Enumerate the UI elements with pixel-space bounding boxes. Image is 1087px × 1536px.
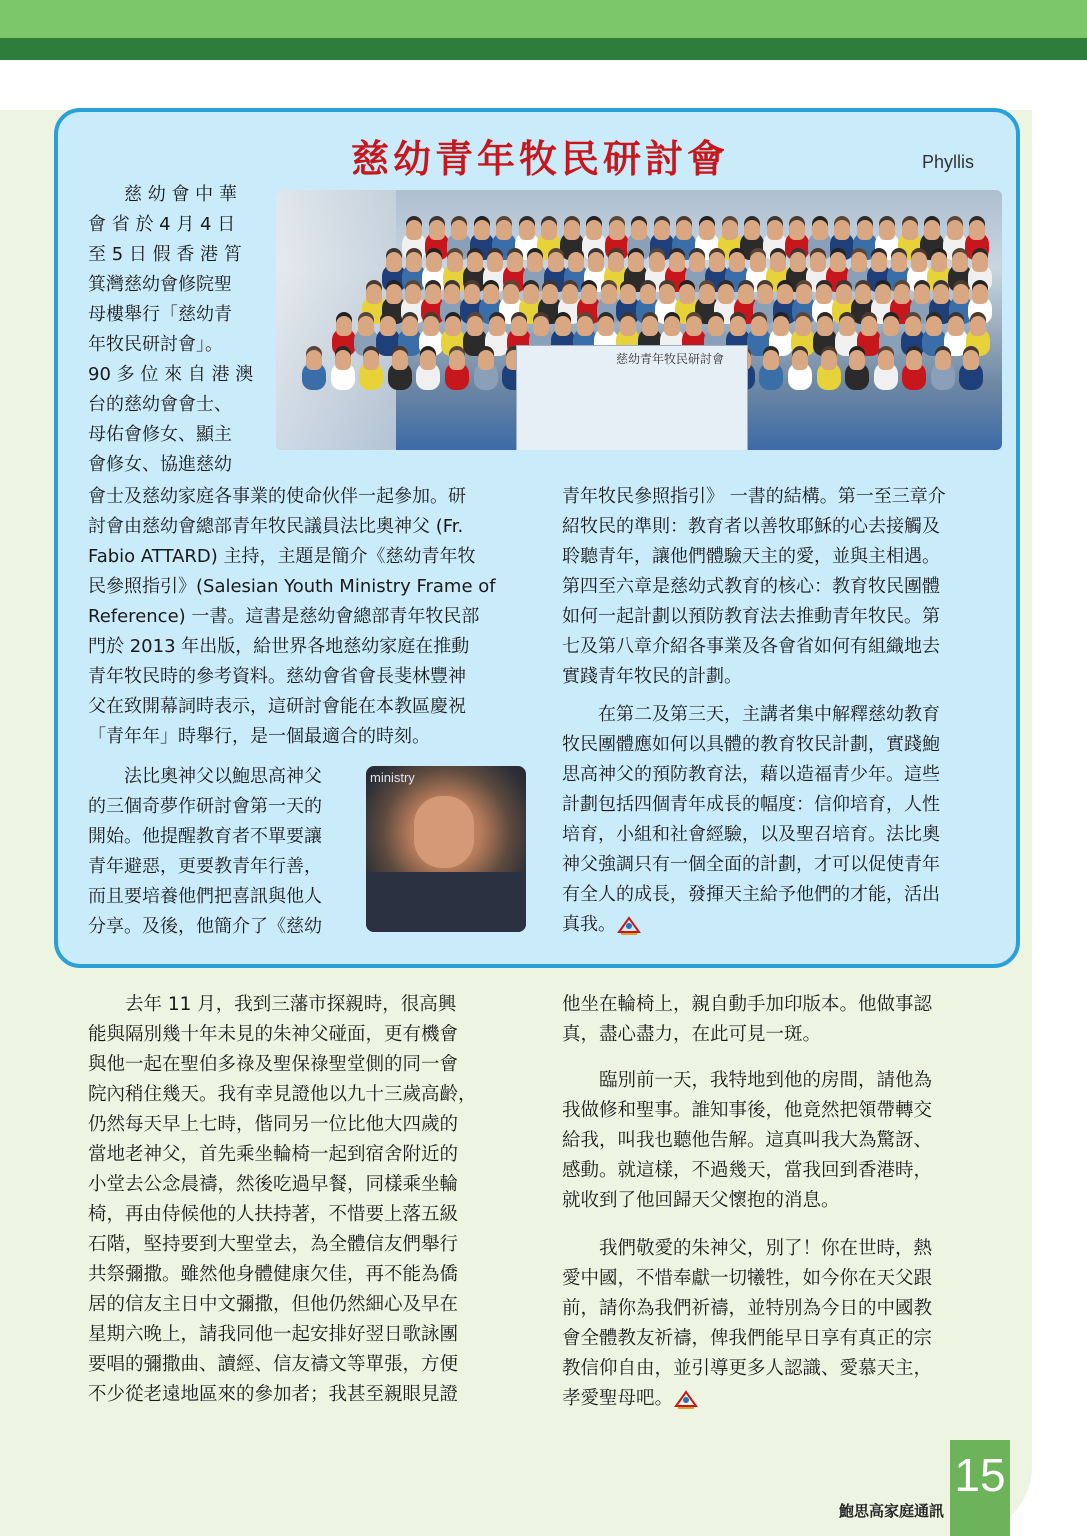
photo-person: [523, 284, 539, 304]
photo-person: [953, 284, 969, 304]
photo-person: [952, 252, 968, 272]
photo-person: [777, 284, 793, 304]
photo-person: [503, 284, 519, 304]
photo-person: [773, 316, 789, 336]
photo-person: [969, 220, 985, 240]
text-line: 仍然每天早上七時，偕同另一位比他大四歲的: [88, 1114, 459, 1135]
photo-person: [588, 252, 604, 272]
photo-person: [564, 220, 580, 240]
photo-person: [699, 220, 715, 240]
photo-person: [812, 220, 828, 240]
photo-person: [478, 350, 494, 370]
intro-paragraph: [88, 180, 264, 480]
photo-person: [790, 252, 806, 272]
text-line: 有全人的成長，發揮天主給予他們的才能，活出: [562, 884, 940, 905]
article-title: 慈幼青年牧民研討會: [350, 136, 729, 181]
photo-person: [836, 284, 852, 304]
photo-person: [894, 284, 910, 304]
photo-person: [875, 284, 891, 304]
photo-person: [406, 252, 422, 272]
text-line: 青年牧民參照指引》 一書的結構。第一至三章介: [562, 486, 946, 507]
photo-person: [620, 284, 636, 304]
photo-person: [757, 284, 773, 304]
photo-person: [406, 220, 422, 240]
photo-person: [935, 350, 951, 370]
photo-person: [911, 252, 927, 272]
photo-person: [926, 316, 942, 336]
photo-person: [577, 316, 593, 336]
photo-ministry-label: ministry: [370, 770, 415, 785]
photo-person: [405, 284, 421, 304]
text-line: 會 省 於 4 月 4 日: [88, 214, 236, 235]
article2-right-paragraph-3: [562, 1234, 1000, 1414]
photo-person: [816, 284, 832, 304]
text-line: 90 多 位 來 自 港 澳: [88, 364, 254, 385]
photo-person: [306, 350, 322, 370]
text-line: Fabio ATTARD) 主持，主題是簡介《慈幼青年牧: [88, 546, 476, 567]
photo-person: [689, 252, 705, 272]
photo-person: [533, 316, 549, 336]
photo-person: [642, 316, 658, 336]
text-line: 小堂去公念晨禱，然後吃過早餐，同樣乘坐輪: [88, 1174, 459, 1195]
photo-person: [555, 316, 571, 336]
photo-person: [744, 220, 760, 240]
text-line: 感動。就這樣，不過幾天，當我回到香港時，: [562, 1160, 933, 1181]
photo-person: [423, 316, 439, 336]
photo-banner-text: 慈幼青年牧民研討會: [616, 352, 725, 366]
photo-person: [933, 284, 949, 304]
text-line: 真，盡心盡力，在此可見一斑。: [562, 1024, 822, 1045]
salesian-logo-icon: [673, 1388, 699, 1410]
photo-person: [489, 316, 505, 336]
text-line: 教信仰自由，並引導更多人認識、愛慕天主，: [562, 1358, 933, 1379]
text-line: 在第二及第三天，主講者集中解釋慈幼教育: [562, 704, 940, 725]
text-line: 法比奧神父以鮑思高神父: [88, 766, 322, 787]
photo-person: [542, 284, 558, 304]
text-line: 開始。他提醒教育者不單要讓: [88, 826, 322, 847]
speaker-shirt: [366, 872, 526, 932]
photo-person: [947, 220, 963, 240]
text-line: 如何一起計劃以預防教育法去推動青年牧民。第: [562, 606, 940, 627]
text-line: 愛中國，不惜奉獻一切犧牲，如今你在天父跟: [562, 1268, 933, 1289]
photo-person: [857, 220, 873, 240]
article2-left-column: [88, 990, 528, 1410]
text-line: 七及第八章介紹各事業及各會省如何有組織地去: [562, 636, 940, 657]
text-line: 門於 2013 年出版，給世界各地慈幼家庭在推動: [88, 636, 470, 657]
photo-person: [948, 316, 964, 336]
page-number: 15: [954, 1449, 1006, 1501]
text-line: 培育，小組和社會經驗，以及聖召培育。法比奧: [562, 824, 940, 845]
text-line: 我們敬愛的朱神父，別了！你在世時，熱: [562, 1238, 933, 1259]
text-line: 母樓舉行「慈幼青: [88, 304, 232, 325]
photo-person: [496, 220, 512, 240]
photo-person: [420, 350, 436, 370]
photo-person: [392, 350, 408, 370]
photo-person: [447, 252, 463, 272]
text-line: 會士及慈幼家庭各事業的使命伙伴一起參加。研: [88, 486, 466, 507]
group-photo: [276, 190, 1002, 450]
text-line: 給我，叫我也聽他告解。這真叫我大為驚訝、: [562, 1130, 933, 1151]
photo-person: [568, 252, 584, 272]
text-line: 院內稍住幾天。我有幸見證他以九十三歲高齡，: [88, 1084, 477, 1105]
photo-person: [519, 220, 535, 240]
photo-person: [598, 316, 614, 336]
photo-person: [722, 220, 738, 240]
text-line: 「青年年」時舉行，是一個最適合的時刻。: [88, 726, 430, 747]
photo-person: [445, 316, 461, 336]
text-line: 當地老神父，首先乘坐輪椅一起到宿舍附近的: [88, 1144, 459, 1165]
photo-person: [861, 316, 877, 336]
text-line: 共祭彌撒。雖然他身體健康欠佳，再不能為僑: [88, 1264, 459, 1285]
text-line: 居的信友主日中文彌撒，但他仍然細心及早在: [88, 1294, 459, 1315]
photo-person: [335, 350, 351, 370]
photo-person: [970, 316, 986, 336]
photo-person: [669, 252, 685, 272]
photo-person: [664, 316, 680, 336]
text-line: 孝愛聖母吧。: [562, 1384, 1000, 1414]
photo-person: [855, 284, 871, 304]
photo-person: [763, 350, 779, 370]
text-line: 慈 幼 會 中 華: [88, 184, 237, 205]
photo-person: [628, 252, 644, 272]
photo-person: [511, 316, 527, 336]
text-line: 的三個奇夢作研討會第一天的: [88, 796, 322, 817]
photo-person: [527, 252, 543, 272]
photo-person: [906, 350, 922, 370]
photo-person: [659, 284, 675, 304]
photo-person: [386, 252, 402, 272]
text-line: 年牧民研討會」。: [88, 334, 223, 355]
photo-person: [601, 284, 617, 304]
photo-person: [849, 350, 865, 370]
salesian-logo-icon: [616, 914, 642, 936]
photo-person: [358, 316, 374, 336]
photo-person: [972, 284, 988, 304]
photo-person: [821, 350, 837, 370]
text-line: 神父強調只有一個全面的計劃，才可以促使青年: [562, 854, 940, 875]
text-line: Reference) 一書。這書是慈幼會總部青年牧民部: [88, 606, 480, 627]
text-line: 不少從老遠地區來的參加者；我甚至親眼見證: [88, 1384, 459, 1405]
paragraph-2: [88, 762, 358, 942]
photo-person: [924, 220, 940, 240]
text-line: 真我。: [562, 910, 1000, 940]
photo-person: [451, 220, 467, 240]
text-line: 他坐在輪椅上，親自動手加印版本。他做事認: [562, 994, 933, 1015]
photo-person: [654, 220, 670, 240]
text-line: 星期六晚上，請我同他一起安排好翌日歌詠團: [88, 1324, 459, 1345]
photo-person: [914, 284, 930, 304]
photo-person: [444, 284, 460, 304]
text-line: 聆聽青年，讓他們體驗天主的愛，並與主相遇。: [562, 546, 940, 567]
photo-person: [581, 284, 597, 304]
text-line: 椅，再由侍候他的人扶持著，不惜要上落五級: [88, 1204, 459, 1225]
text-line: 臨別前一天，我特地到他的房間，請他為: [562, 1070, 933, 1091]
photo-person: [608, 252, 624, 272]
photo-person: [487, 252, 503, 272]
photo-person: [620, 316, 636, 336]
photo-person: [883, 316, 899, 336]
photo-person: [386, 284, 402, 304]
photo-person: [963, 350, 979, 370]
photo-person: [730, 316, 746, 336]
photo-person: [891, 252, 907, 272]
photo-person: [467, 252, 483, 272]
text-line: 父在致開幕詞時表示，這研討會能在本教區慶祝: [88, 696, 466, 717]
photo-person: [676, 220, 692, 240]
photo-person: [871, 252, 887, 272]
publication-name: 鮑思高家庭通訊: [838, 1502, 944, 1520]
photo-person: [467, 316, 483, 336]
photo-person: [449, 350, 465, 370]
text-line: 會全體教友祈禱，俾我們能早日享有真正的宗: [562, 1328, 933, 1349]
photo-person: [767, 220, 783, 240]
text-line: 能與隔別幾十年未見的朱神父碰面，更有機會: [88, 1024, 459, 1045]
text-line: 計劃包括四個青年成長的幅度：信仰培育，人性: [562, 794, 940, 815]
text-line: 與他一起在聖伯多祿及聖保祿聖堂側的同一會: [88, 1054, 459, 1075]
article2-right-paragraph-1: [562, 990, 1000, 1050]
text-line: 至 5 日 假 香 港 筲: [88, 244, 242, 265]
photo-person: [402, 316, 418, 336]
photo-person: [548, 252, 564, 272]
text-line: 分享。及後，他簡介了《慈幼: [88, 916, 322, 937]
right-paragraph-2: [562, 700, 1000, 940]
photo-person: [770, 252, 786, 272]
photo-person: [830, 252, 846, 272]
photo-person: [751, 316, 767, 336]
text-line: 第四至六章是慈幼式教育的核心：教育牧民團體: [562, 576, 940, 597]
speaker-face: [414, 796, 474, 868]
text-line: 箕灣慈幼會修院聖: [88, 274, 232, 295]
text-line: 牧民團體應如何以具體的教育牧民計劃，實踐鮑: [562, 734, 940, 755]
text-line: 前，請你為我們祈禱，並特別為今日的中國教: [562, 1298, 933, 1319]
photo-person: [474, 220, 490, 240]
text-line: 就收到了他回歸天父懷抱的消息。: [562, 1190, 840, 1211]
photo-person: [336, 316, 352, 336]
photo-person: [640, 284, 656, 304]
photo-person: [686, 316, 702, 336]
photo-person: [796, 284, 812, 304]
photo-person: [729, 252, 745, 272]
text-line: 母佑會修女、顯主: [88, 424, 232, 445]
photo-person: [905, 316, 921, 336]
photo-person: [649, 252, 665, 272]
photo-person: [879, 220, 895, 240]
text-line: 青年避惡，更要教青年行善，: [88, 856, 322, 877]
photo-person: [483, 284, 499, 304]
text-line: 民參照指引》(Salesian Youth Ministry Frame of: [88, 576, 496, 597]
photo-person: [429, 220, 445, 240]
photo-person: [789, 220, 805, 240]
text-line: 討會由慈幼會總部青年牧民議員法比奧神父 (Fr.: [88, 516, 464, 537]
photo-person: [679, 284, 695, 304]
article-author: Phyllis: [922, 152, 975, 172]
photo-person: [851, 252, 867, 272]
text-line: 要唱的彌撒曲、讀經、信友禱文等單張，方便: [88, 1354, 459, 1375]
photo-person: [586, 220, 602, 240]
photo-person: [795, 316, 811, 336]
header-bar-light: [0, 0, 1087, 38]
right-paragraph-1: [562, 482, 1000, 692]
text-line: 台的慈幼會會士、: [88, 394, 232, 415]
photo-person: [902, 220, 918, 240]
photo-person: [464, 284, 480, 304]
photo-person: [931, 252, 947, 272]
photo-person: [738, 284, 754, 304]
text-line: 去年 11 月，我到三藩市探親時，很高興: [88, 994, 457, 1015]
photo-person: [972, 252, 988, 272]
photo-person: [363, 350, 379, 370]
text-line: 青年牧民時的參考資料。慈幼會省會長斐林豐神: [88, 666, 466, 687]
photo-person: [380, 316, 396, 336]
text-line: 石階，堅持要到大聖堂去，為全體信友們舉行: [88, 1234, 459, 1255]
text-line: 實踐青年牧民的計劃。: [562, 666, 742, 687]
photo-person: [878, 350, 894, 370]
text-line: 紹牧民的準則：教育者以善牧耶穌的心去接觸及: [562, 516, 940, 537]
text-line: 我做修和聖事。誰知事後，他竟然把領帶轉交: [562, 1100, 933, 1121]
photo-person: [810, 252, 826, 272]
header-bar-dark: [0, 38, 1087, 60]
text-line: 會修女、協進慈幼: [88, 454, 232, 475]
text-line: 而且要培養他們把喜訊與他人: [88, 886, 322, 907]
photo-person: [562, 284, 578, 304]
photo-person: [817, 316, 833, 336]
photo-person: [718, 284, 734, 304]
photo-person: [834, 220, 850, 240]
photo-person: [708, 316, 724, 336]
paragraph-1: [88, 482, 524, 752]
photo-person: [699, 284, 715, 304]
speaker-photo: [366, 766, 526, 932]
photo-person: [792, 350, 808, 370]
photo-person: [609, 220, 625, 240]
photo-person: [366, 284, 382, 304]
text-line: 思高神父的預防教育法，藉以造福青少年。這些: [562, 764, 940, 785]
photo-person: [507, 252, 523, 272]
photo-person: [631, 220, 647, 240]
photo-person: [709, 252, 725, 272]
photo-person: [541, 220, 557, 240]
photo-person: [426, 252, 442, 272]
photo-person: [750, 252, 766, 272]
article2-right-paragraph-2: [562, 1066, 1000, 1216]
photo-person: [839, 316, 855, 336]
photo-person: [425, 284, 441, 304]
